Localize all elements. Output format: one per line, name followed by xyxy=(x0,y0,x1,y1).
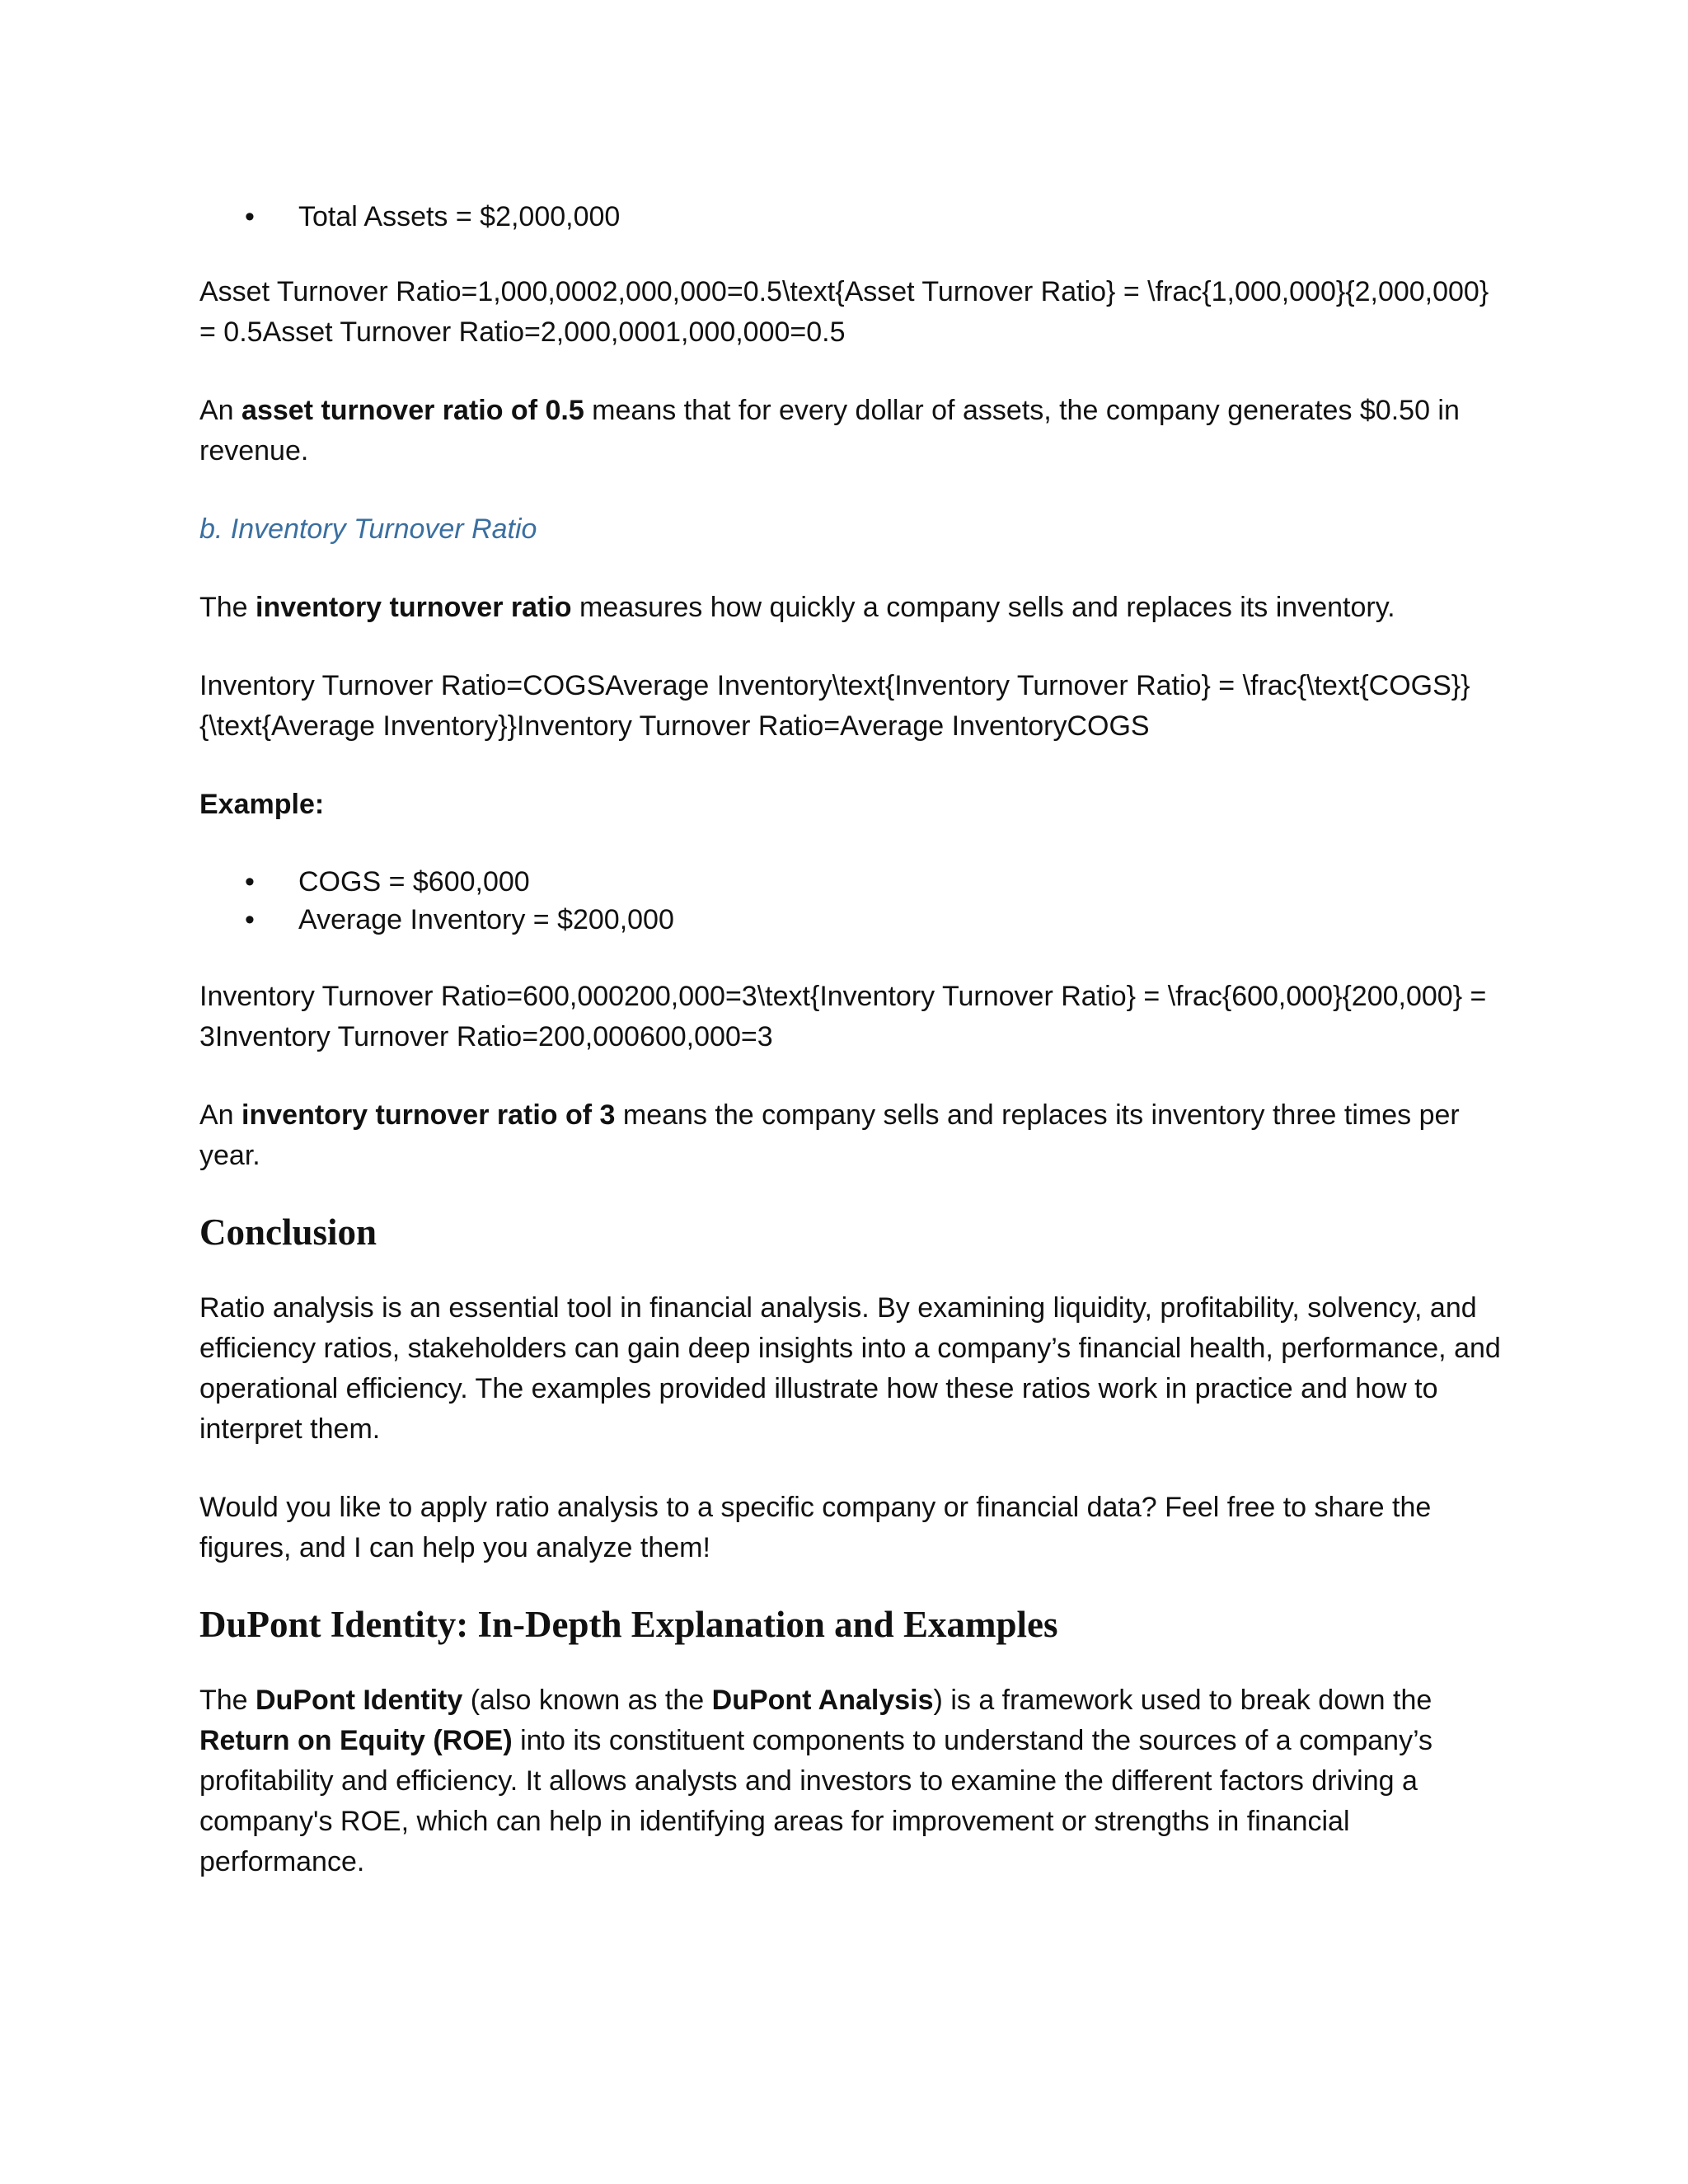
dupont-heading: DuPont Identity: In-Depth Explanation and Examples xyxy=(199,1604,1058,1645)
text: The xyxy=(199,592,256,623)
bold-text: DuPont Analysis xyxy=(711,1685,934,1716)
text: An xyxy=(199,1099,242,1131)
inventory-turnover-interpretation xyxy=(199,1095,1502,1176)
bold-text: asset turnover ratio of 0.5 xyxy=(241,395,584,426)
list-item: • Average Inventory = $200,000 xyxy=(199,901,1502,939)
text: measures how quickly a company sells and replaces its inventory. xyxy=(571,592,1395,623)
bullet-list-example xyxy=(199,863,1502,939)
conclusion-offer-paragraph: Would you like to apply ratio analysis to a specific company or financial data? Feel free to share the figures, and I can help you analyze them! xyxy=(199,1492,1432,1563)
bold-text: inventory turnover ratio xyxy=(256,592,572,623)
inventory-turnover-definition xyxy=(199,588,1502,628)
bold-text: DuPont Identity xyxy=(256,1685,463,1716)
document-page xyxy=(199,198,1502,1882)
bold-text: inventory turnover ratio of 3 xyxy=(241,1099,616,1131)
conclusion-paragraph: Ratio analysis is an essential tool in financial analysis. By examining liquidity, profitability, solvency, and efficiency ratios, stakeholders can gain deep insights into a company’s financial health, performance, and operational efficiency. The examples provided illustrate how these ratios work in practice and how to interpret them. xyxy=(199,1292,1501,1445)
text: means the company sells and replaces its inventory three times per year. xyxy=(199,1099,1460,1171)
text: The xyxy=(199,1685,256,1716)
dupont-intro-paragraph xyxy=(199,1680,1502,1882)
bold-text: Return on Equity (ROE) xyxy=(199,1725,513,1756)
conclusion-heading: Conclusion xyxy=(199,1212,377,1253)
inventory-turnover-calculation: Inventory Turnover Ratio=600,000200,000=3\text{Inventory Turnover Ratio} = \frac{600,000}{200,000} = 3Inventory Turnover Ratio=200,000600,000=3 xyxy=(199,981,1487,1052)
bold-text: Example: xyxy=(199,789,325,820)
list-item: • COGS = $600,000 xyxy=(199,863,1502,901)
bullet-list-assets xyxy=(199,198,1502,236)
inventory-turnover-heading: b. Inventory Turnover Ratio xyxy=(199,513,537,545)
text: means that for every dollar of assets, the company generates $0.50 in revenue. xyxy=(199,395,1460,466)
inventory-turnover-formula: Inventory Turnover Ratio=COGSAverage Inventory\text{Inventory Turnover Ratio} = \frac{\text{COGS}}{\text{Average Inventory}}Inventory Turnover Ratio=Average InventoryCOGS xyxy=(199,670,1470,742)
text: ) is a framework used to break down the xyxy=(933,1685,1432,1716)
example-label xyxy=(199,785,1502,825)
text: (also known as the xyxy=(462,1685,712,1716)
text: into its constituent components to understand the sources of a company’s profitability and efficiency. It allows analysts and investors to examine the different factors driving a company's ROE, which can help in identifying areas for improvement or strengths in financial performance. xyxy=(199,1725,1433,1877)
asset-turnover-interpretation xyxy=(199,391,1502,471)
text: An xyxy=(199,395,242,426)
list-item: • Total Assets = $2,000,000 xyxy=(199,198,1502,236)
asset-turnover-formula: Asset Turnover Ratio=1,000,0002,000,000=0.5\text{Asset Turnover Ratio} = \frac{1,000,000}{2,000,000} = 0.5Asset Turnover Ratio=2,000,0001,000,000=0.5 xyxy=(199,276,1489,348)
